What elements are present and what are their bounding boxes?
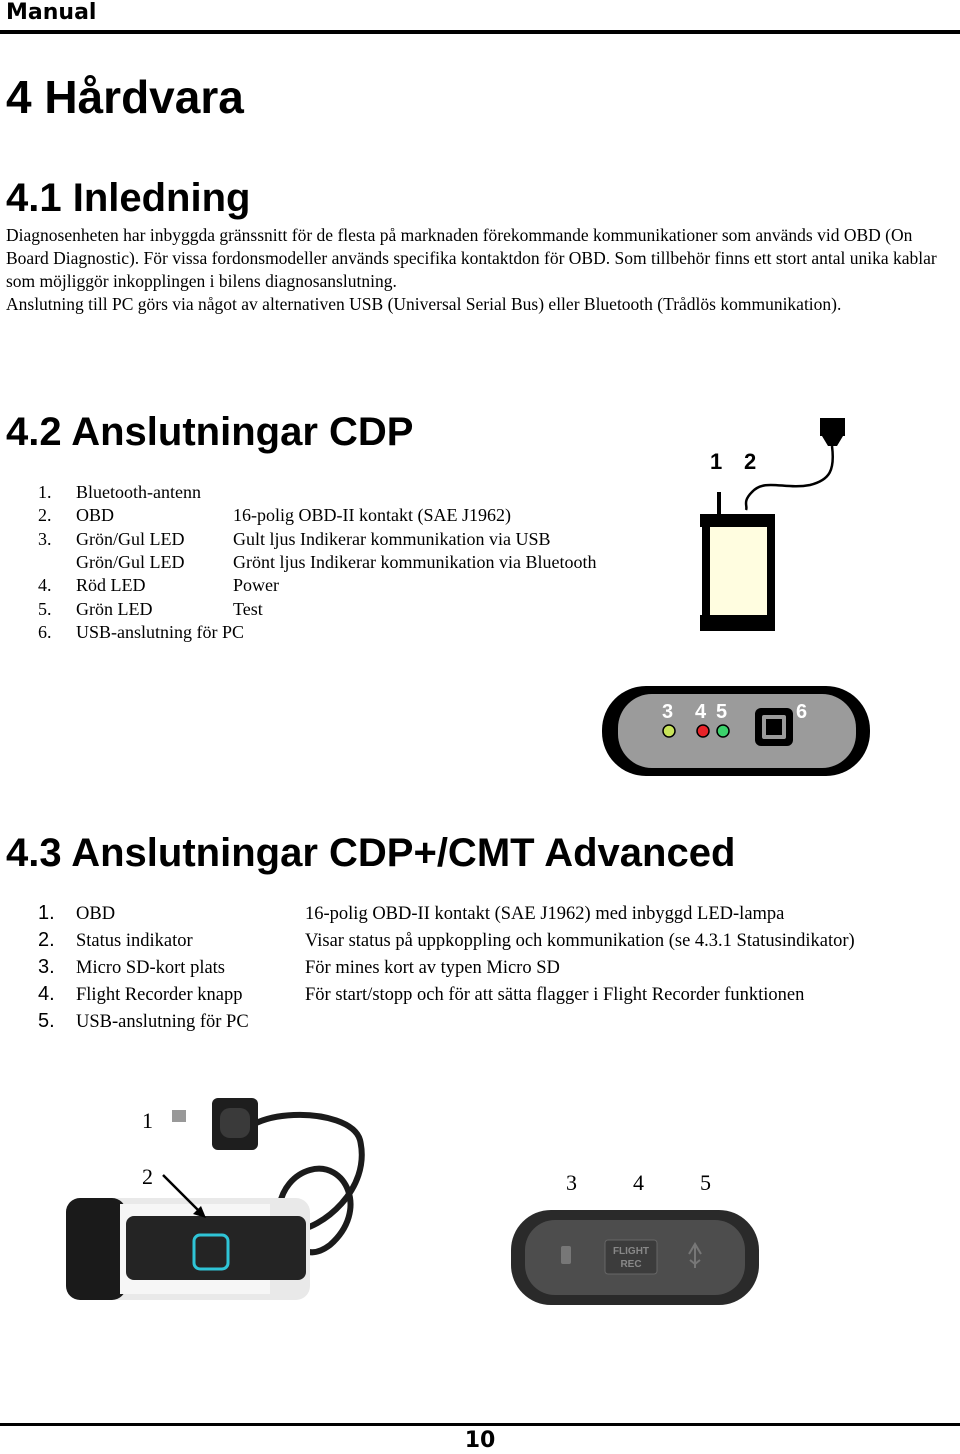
cdp-plus-back-panel bbox=[505, 1160, 775, 1310]
photo-label-2: 2 bbox=[142, 1164, 153, 1189]
photo-label-1: 1 bbox=[142, 1108, 153, 1133]
led-5-icon bbox=[717, 725, 729, 737]
obd-plug-icon bbox=[820, 418, 845, 436]
section-title-inledning: 4.1 Inledning bbox=[6, 176, 251, 220]
footer-rule bbox=[0, 1423, 960, 1426]
panel-label-5: 5 bbox=[716, 701, 728, 723]
intro-text bbox=[6, 224, 954, 316]
back-label-3: 3 bbox=[566, 1170, 577, 1195]
cdp-plus-device-photo bbox=[60, 1080, 400, 1320]
back-label-5: 5 bbox=[700, 1170, 711, 1195]
micro-sd-slot-icon bbox=[561, 1246, 571, 1264]
obd-cable bbox=[746, 446, 833, 510]
panel-label-6: 6 bbox=[796, 701, 808, 723]
cdp-connection-list: 1. Bluetooth-antenn 2. OBD 16-polig OBD-II kontakt (SAE J1962) 3. Grön/Gul LED Gult ljus Indikerar kommunikation via USB Grön/Gul LED Grönt ljus Indikerar kommunikation via Bluetooth 4. Röd LED Power 5. Grön LED Test 6. USB-anslutning för PC bbox=[38, 482, 597, 642]
intro-paragraph-1: Diagnosenheten har inbyggda gränssnitt för de flesta på marknaden förekommande kommunikationer som används vid OBD (On Board Diagnostic). För vissa fordonsmodeller används specifika kontaktdon för OBD. Som tillbehör finns ett stort antal unika kablar som möjliggör inkopplingen i bilens diagnosanslutning. bbox=[6, 225, 937, 291]
panel-label-3: 3 bbox=[662, 701, 674, 723]
bluetooth-antenna-icon bbox=[717, 492, 721, 514]
chapter-title: 4 Hårdvara bbox=[6, 71, 244, 123]
cdp-front-panel bbox=[600, 684, 875, 780]
panel-label-4: 4 bbox=[695, 701, 707, 723]
flight-rec-text-1: FLIGHT bbox=[612, 1246, 650, 1257]
flight-rec-text-2: REC bbox=[620, 1259, 642, 1270]
intro-paragraph-2: Anslutning till PC görs via något av alternativen USB (Universal Serial Bus) eller Bluetooth (Trådlös kommunikation). bbox=[6, 294, 842, 314]
led-3-icon bbox=[663, 725, 675, 737]
header-rule bbox=[0, 30, 960, 34]
device-label-2: 2 bbox=[744, 449, 757, 474]
section-title-cdp-plus: 4.3 Anslutningar CDP+/CMT Advanced bbox=[6, 831, 736, 875]
section-title-cdp: 4.2 Anslutningar CDP bbox=[6, 410, 414, 454]
cdp-plus-connection-list: 1. OBD 16-polig OBD-II kontakt (SAE J1962) med inbyggd LED-lampa 2. Status indikator Visar status på uppkoppling och kommunikation (se 4.3.1 Statusindikator) 3. Micro SD-kort plats För mines kort av typen Micro SD 4. Flight Recorder knapp För start/stopp och för att sätta flagger i Flight Recorder funktionen 5. USB-anslutning för PC bbox=[38, 902, 855, 1032]
back-label-4: 4 bbox=[633, 1170, 644, 1195]
led-4-icon bbox=[697, 725, 709, 737]
device-label-1: 1 bbox=[710, 449, 723, 474]
header-title: Manual bbox=[6, 0, 97, 25]
cdp-device-diagram bbox=[690, 410, 860, 645]
page-number: 10 bbox=[464, 1428, 496, 1453]
